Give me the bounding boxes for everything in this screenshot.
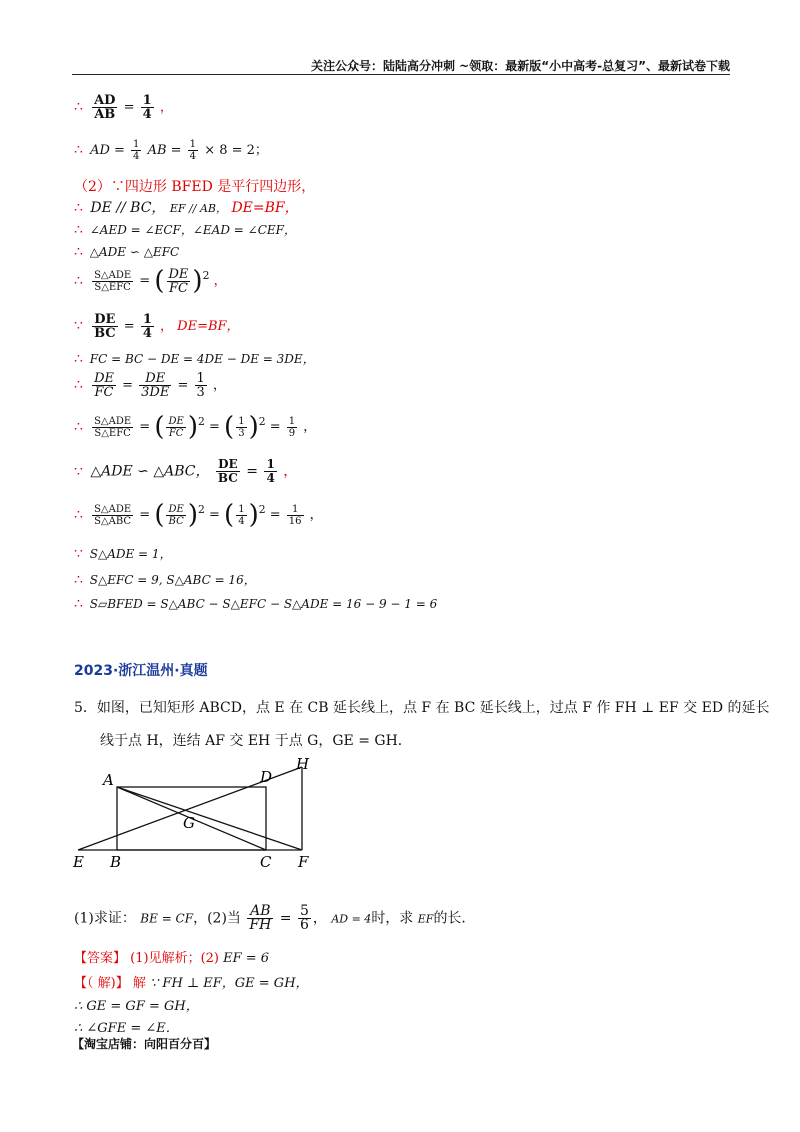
solution-line-8: ∵ $\frac{DE}{BC}$ = $\frac{1}{4}$ ， DE=BF， (74, 312, 240, 341)
solution-line-7: ∴ $\frac{\text{S△ADE}}{\text{S△EFC}}$ = ( $\frac{DE}{FC}$ )$^2$ ， (74, 266, 227, 296)
solution-line-10: ∴ $\frac{DE}{FC}$ = $\frac{DE}{3DE}$ = $\frac{1}{3}$ ， (74, 371, 226, 400)
line-af (117, 787, 302, 850)
answer-line: 【答案】 (1)见解析；(2) EF = 6 (74, 951, 270, 966)
footer-shop: 【淘宝店铺：向阳百分百】 (72, 1037, 217, 1051)
analysis-label: 【（ 解)】 (74, 976, 129, 991)
label-f: F (298, 853, 309, 870)
solution-line-4: ∴ DE // BC， EF // AB， DE=BF， (74, 200, 299, 216)
solution-line-2: ∴ AD = $\frac{1}{4}$ AB = $\frac{1}{4}$ × 8 = 2； (74, 139, 268, 162)
analysis-line-1: 【（ 解)】 解 ∵ FH ⊥ EF，GE = GH， (74, 976, 309, 991)
label-b: B (110, 853, 122, 870)
problem-line-1: 5．如图，已知矩形 ABCD，点 E 在 CB 延长线上，点 F 在 BC 延长线上，过点 F 作 FH ⊥ EF 交 ED 的延长 (74, 700, 770, 716)
label-c: C (260, 853, 272, 870)
solution-line-1: ∴ $\frac{AD}{AB}$ = $\frac{1}{4}$ ， (74, 93, 173, 122)
header-text: 关注公众号：陆陆高分冲刺 ~领取：最新版“小中高考-总复习”、最新试卷下载 (311, 59, 730, 73)
page-header (72, 56, 730, 75)
solution-line-12: ∵ △ADE ∽ △ABC， $\frac{DE}{BC}$ = $\frac{1}{4}$ ， (74, 457, 298, 485)
solution-line-5: ∴ ∠AED = ∠ECF，∠EAD = ∠CEF， (74, 222, 296, 238)
label-g: G (183, 814, 195, 832)
label-a: A (103, 771, 114, 789)
section-title: 2023·浙江温州·真题 (74, 663, 208, 679)
problem-question: (1)求证： BE = CF，(2)当 $\frac{AB}{FH}$ = $\frac{5}{6}$ ， AD = 4时，求 EF的长． (74, 903, 476, 933)
label-d: D (260, 768, 273, 786)
label-e: E (73, 853, 84, 870)
solution-line-9: ∴ FC = BC − DE = 4DE − DE = 3DE， (74, 351, 315, 367)
solution-line-16: ∴ S▱BFED = S△ABC − S△EFC − S△ADE = 16 − 9 − 1 = 6 (74, 596, 438, 612)
solution-line-6: ∴ △ADE ∽ △EFC (74, 244, 180, 260)
fraction: $\frac{AD}{AB}$ (94, 93, 116, 122)
label-h: H (296, 755, 310, 773)
problem-line-2: 线于点 H，连结 AF 交 EH 于点 G，GE = GH． (100, 733, 412, 749)
answer-label: 【答案】 (74, 951, 127, 966)
solution-line-14: ∵ S△ADE = 1， (74, 546, 172, 562)
solution-line-15: ∴ S△EFC = 9, S△ABC = 16， (74, 572, 256, 588)
solution-line-11: ∴ $\frac{\text{S△ADE}}{\text{S△EFC}}$ = ( $\frac{DE}{FC}$ )$^2$ = ( $\frac{1}{3}$ )$^2$ = $\frac{1}{9}$ ， (74, 412, 317, 442)
analysis-line-2: ∴ GE = GF = GH， (74, 999, 199, 1014)
geometry-figure (70, 755, 330, 870)
analysis-line-3: ∴ ∠GFE = ∠E． (74, 1021, 179, 1036)
part-2-heading: （2）∵四边形 BFED 是平行四边形， (74, 179, 316, 195)
solution-line-13: ∴ $\frac{\text{S△ADE}}{\text{S△ABC}}$ = ( $\frac{DE}{BC}$ )$^2$ = ( $\frac{1}{4}$ )$^2$ = $\frac{1}{16}$ ， (74, 500, 323, 530)
